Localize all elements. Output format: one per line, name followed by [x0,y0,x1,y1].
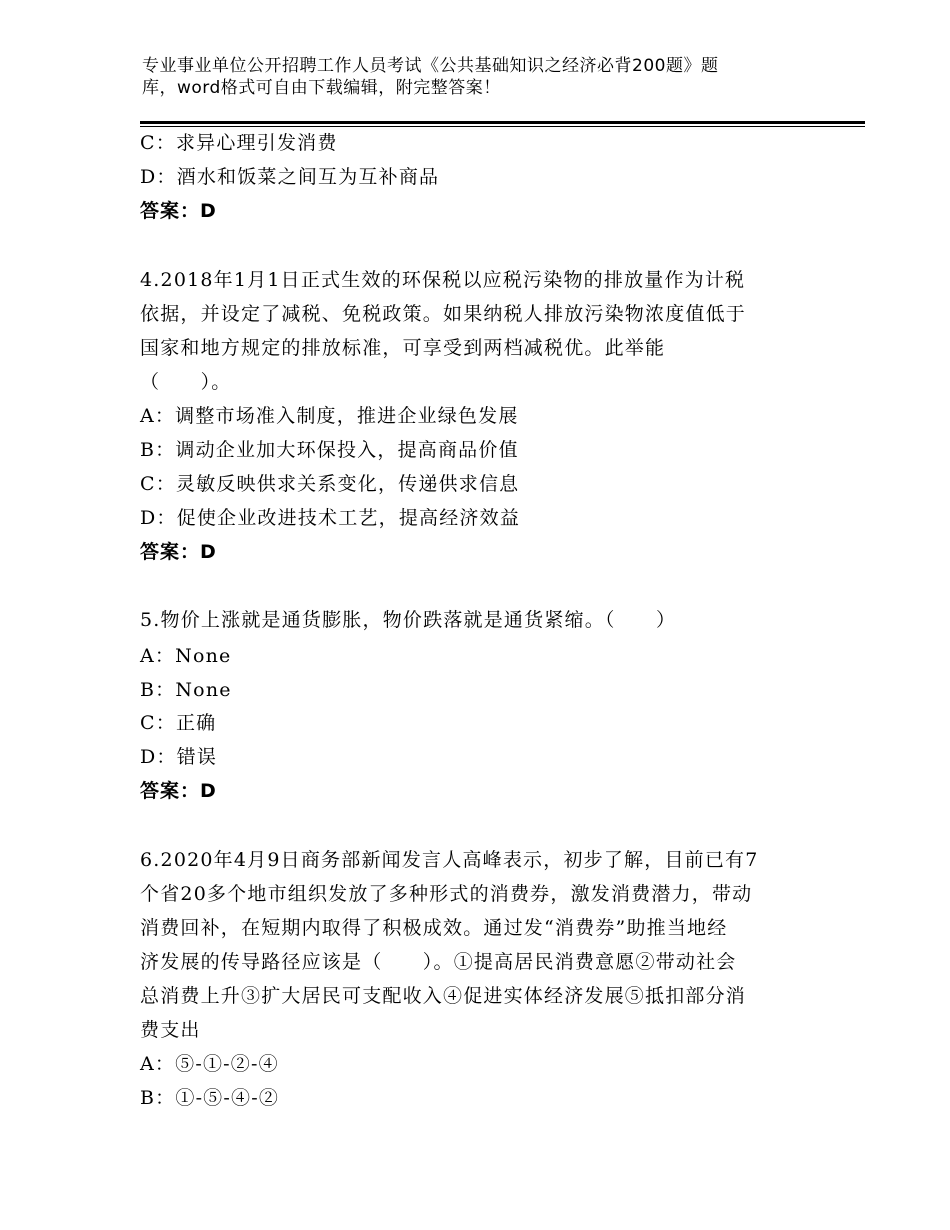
page-header [142,55,782,99]
q5-option-d: D：错误 [140,746,218,768]
q6-stem-line-3: 消费回补，在短期内取得了积极成效。通过发“消费券”助推当地经 [140,917,728,939]
q4-stem-line-3: 国家和地方规定的排放标准，可享受到两档减税优。此举能 [140,337,666,359]
q4-option-b: B：调动企业加大环保投入，提高商品价值 [140,439,519,461]
q4-option-a: A：调整市场准入制度，推进企业绿色发展 [140,405,519,427]
q6-stem-line-6: 费支出 [140,1019,201,1041]
q4-stem-line-2: 依据，并设定了减税、免税政策。如果纳税人排放污染物浓度值低于 [140,303,747,325]
q6-option-a: A：⑤-①-②-④ [140,1053,279,1075]
q6-stem-line-4: 济发展的传导路径应该是（ ）。①提高居民消费意愿②带动社会 [140,951,737,973]
q5-stem: 5.物价上涨就是通货膨胀，物价跌落就是通货紧缩。（ ） [140,609,677,631]
q4-answer: 答案：D [140,541,217,563]
q3-answer: 答案：D [140,200,217,222]
q4-option-c: C：灵敏反映供求关系变化，传递供求信息 [140,473,520,495]
q6-stem-line-2: 个省20多个地市组织发放了多种形式的消费券，激发消费潜力，带动 [140,883,753,905]
q5-option-b: B：None [140,679,232,701]
header-title-line-2: 库，word格式可自由下载编辑，附完整答案！ [142,78,501,98]
q6-stem-line-1: 6.2020年4月9日商务部新闻发言人高峰表示，初步了解，目前已有7 [140,849,759,871]
header-rule-thick [140,121,865,124]
q5-option-a: A：None [140,645,232,667]
q6-stem-line-5: 总消费上升③扩大居民可支配收入④促进实体经济发展⑤抵扣部分消 [140,985,747,1007]
q3-option-c: C：求异心理引发消费 [140,132,338,154]
q5-option-c: C：正确 [140,712,217,734]
q4-option-d: D：促使企业改进技术工艺，提高经济效益 [140,507,521,529]
q5-answer: 答案：D [140,780,217,802]
q3-option-d: D：酒水和饭菜之间互为互补商品 [140,166,440,188]
header-title-line-1: 专业事业单位公开招聘工作人员考试《公共基础知识之经济必背200题》题 [142,56,719,76]
q4-stem-line-1: 4.2018年1月1日正式生效的环保税以应税污染物的排放量作为计税 [140,269,746,291]
q4-stem-line-4: （ ）。 [140,371,232,393]
q6-option-b: B：①-⑤-④-② [140,1087,280,1109]
header-rule-thin [140,126,865,127]
